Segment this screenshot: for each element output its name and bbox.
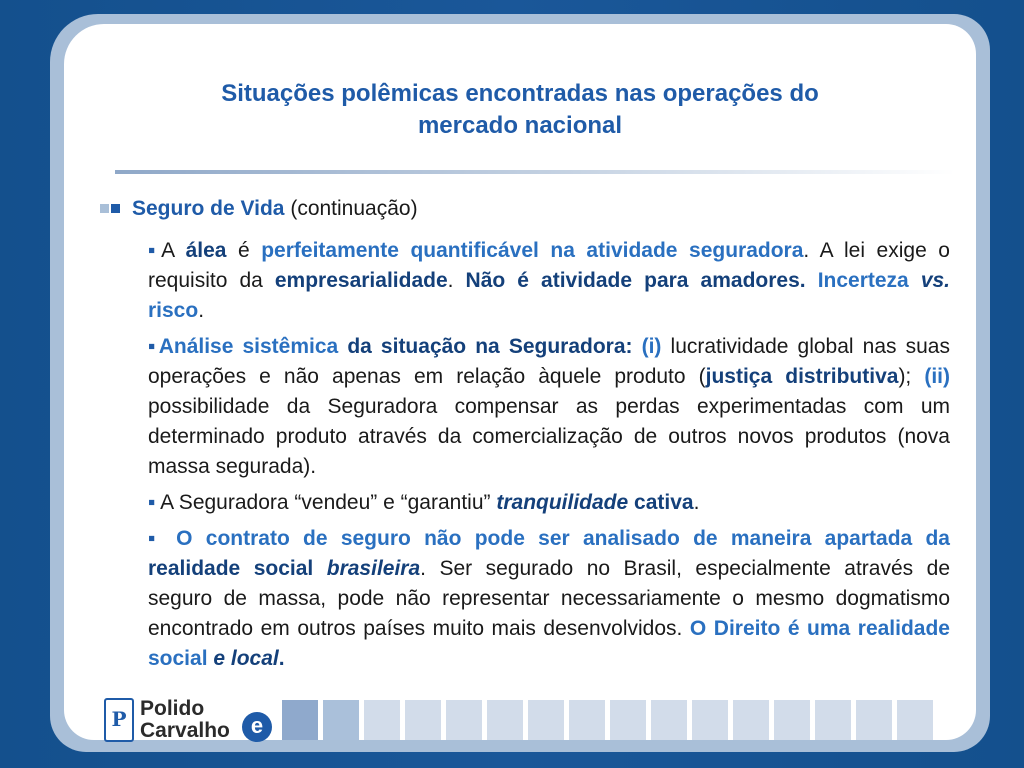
text: O contrato de seguro não pode ser analisado de maneira apartada da — [162, 527, 950, 550]
footer-tile — [446, 700, 482, 740]
text — [313, 557, 327, 580]
text: Não é atividade para amadores. — [465, 269, 806, 292]
text: e local — [213, 647, 279, 670]
text — [633, 335, 642, 358]
text: A — [161, 239, 186, 262]
bullet-alea — [148, 236, 950, 326]
text: tranquilidade — [496, 491, 629, 514]
text: brasileira — [326, 557, 421, 580]
title-line-1: Situações polêmicas encontradas nas operações do — [221, 80, 819, 107]
bullet-marker-icon: ▪ — [148, 239, 162, 262]
footer-tile — [733, 700, 769, 740]
footer-tile — [323, 700, 359, 740]
text: justiça distributiva — [705, 365, 899, 388]
polido-carvalho-logo — [104, 698, 274, 744]
text: Incerteza — [817, 269, 909, 292]
text: . — [198, 299, 205, 322]
text: . — [447, 269, 466, 292]
logo-e-icon: e — [242, 712, 272, 742]
text — [909, 269, 921, 292]
bullet-seguradora-vendeu — [148, 488, 950, 518]
text: risco — [148, 299, 199, 322]
footer-tile — [692, 700, 728, 740]
logo-line-2: Carvalho — [140, 719, 230, 742]
footer-tile — [405, 700, 441, 740]
bullet-square-light-icon — [100, 204, 109, 213]
footer-tile — [487, 700, 523, 740]
bullet-marker-icon: ▪ — [148, 335, 159, 358]
title-divider — [115, 170, 955, 174]
footer-tile — [651, 700, 687, 740]
bullet-square-dark-icon — [111, 204, 120, 213]
section-heading — [100, 195, 418, 223]
bullet-contrato-seguro — [148, 524, 950, 674]
text: A Seguradora “vendeu” e “garantiu” — [155, 491, 497, 514]
logo-mark-icon: P — [104, 698, 134, 742]
text: (i) — [641, 335, 662, 358]
footer-tile — [897, 700, 933, 740]
bullet-analise-sistemica — [148, 332, 950, 482]
footer-tile — [815, 700, 851, 740]
text: cativa — [634, 491, 694, 514]
slide-title — [120, 78, 920, 142]
footer-tile — [774, 700, 810, 740]
text: . — [278, 647, 285, 670]
footer-tile — [856, 700, 892, 740]
text: . — [693, 491, 700, 514]
text: Análise sistêmica — [158, 335, 339, 358]
text: ); — [898, 365, 925, 388]
footer-tile — [528, 700, 564, 740]
bullet-marker-icon: ▪ — [148, 491, 156, 514]
text: vs. — [920, 269, 951, 292]
footer-tile — [282, 700, 318, 740]
bullet-marker-icon: ▪ — [148, 527, 163, 550]
title-line-2: mercado nacional — [417, 112, 623, 139]
bullet-list — [148, 236, 950, 680]
footer-tile — [364, 700, 400, 740]
section-heading-rest: (continuação) — [284, 197, 418, 220]
text: lucratividade global nas suas operações e não apenas em relação àquele produto ( — [148, 335, 950, 388]
text: álea — [185, 239, 227, 262]
text — [338, 335, 347, 358]
logo-wordmark — [140, 698, 230, 742]
text: perfeitamente quantificável na atividade seguradora — [261, 239, 804, 262]
text — [806, 269, 818, 292]
section-heading-bold: Seguro de Vida — [132, 197, 285, 220]
logo-line-1: Polido — [140, 697, 205, 720]
text: realidade social — [148, 557, 314, 580]
text: O Direito é uma realidade social — [148, 617, 950, 670]
text: possibilidade da Seguradora compensar as perdas experimentadas com um determinado produto através da comercialização de outros novos produtos (nova massa segurada). — [148, 395, 950, 478]
text: . Ser segurado no Brasil, especialmente através de seguro de massa, pode não representar necessariamente o mesmo dogmatismo encontrado em outros países muito mais desenvolvidos. — [148, 557, 951, 640]
footer-tile — [569, 700, 605, 740]
footer-tile — [610, 700, 646, 740]
text: . A lei exige o requisito da — [148, 239, 950, 292]
text: (ii) — [924, 365, 950, 388]
text: empresarialidade — [274, 269, 448, 292]
text: é — [226, 239, 262, 262]
text: da situação na Seguradora: — [347, 335, 633, 358]
